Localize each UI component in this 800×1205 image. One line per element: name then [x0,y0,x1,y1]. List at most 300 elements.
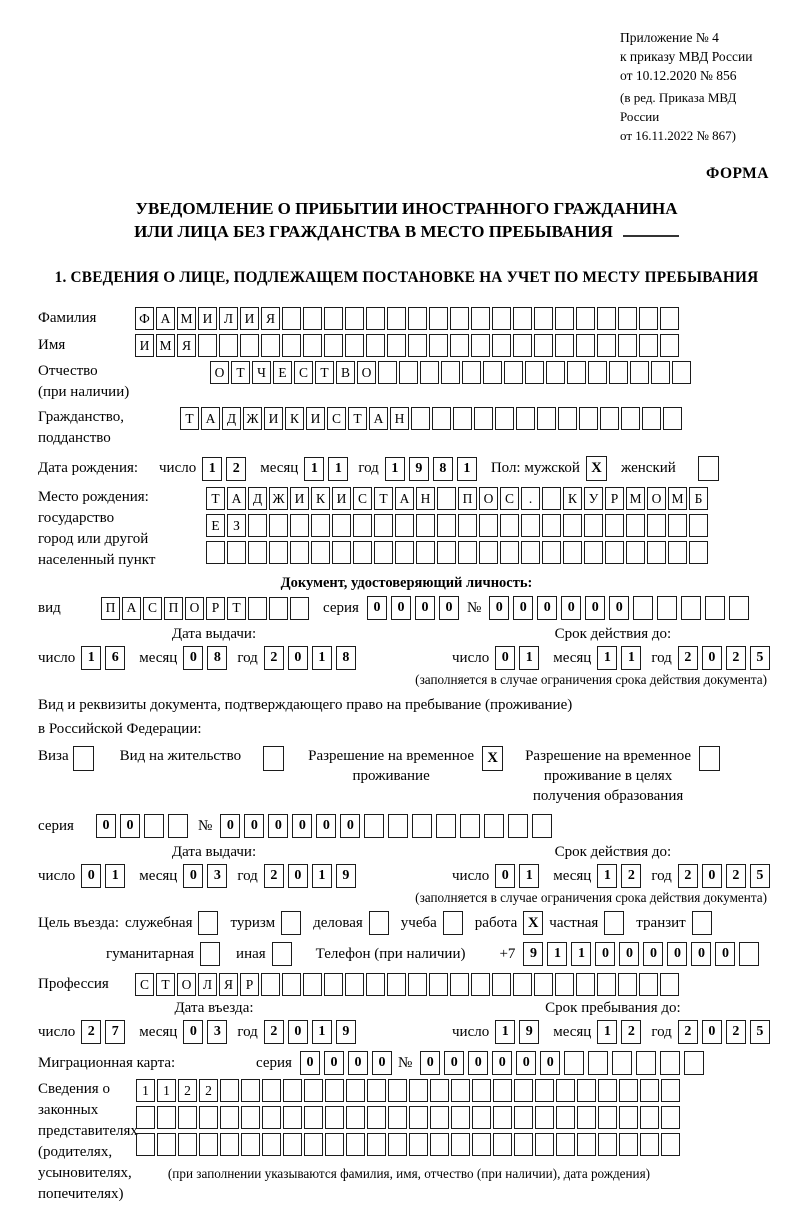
char-box[interactable] [367,1106,386,1129]
char-box[interactable] [304,1133,323,1156]
char-box[interactable] [630,361,649,384]
char-box[interactable] [612,1051,632,1075]
char-box[interactable]: 8 [433,457,453,481]
char-box[interactable] [479,541,498,564]
char-box[interactable] [600,407,619,430]
char-box[interactable] [325,1133,344,1156]
char-box[interactable]: 0 [81,864,101,888]
char-box[interactable]: 1 [547,942,567,966]
char-box[interactable]: 0 [495,864,515,888]
char-box[interactable] [408,973,427,996]
char-box[interactable]: О [185,597,204,620]
char-box[interactable]: М [156,334,175,357]
purpose-tourism-checkbox[interactable] [281,911,301,935]
char-box[interactable] [262,1106,281,1129]
char-box[interactable]: Р [605,487,624,510]
char-box[interactable]: 0 [288,646,308,670]
char-box[interactable]: 0 [348,1051,368,1075]
char-box[interactable] [241,1133,260,1156]
char-box[interactable]: С [500,487,519,510]
char-box[interactable] [304,1079,323,1102]
char-box[interactable] [525,361,544,384]
char-box[interactable]: 7 [105,1020,125,1044]
char-box[interactable] [661,1079,680,1102]
char-box[interactable] [514,1133,533,1156]
char-box[interactable]: 0 [561,596,581,620]
char-box[interactable]: С [143,597,162,620]
char-box[interactable] [639,973,658,996]
char-box[interactable]: 0 [244,814,264,838]
char-box[interactable] [660,307,679,330]
char-box[interactable] [484,814,504,838]
char-box[interactable]: 2 [678,1020,698,1044]
char-box[interactable]: 1 [519,864,539,888]
char-box[interactable] [325,1079,344,1102]
char-box[interactable]: 0 [300,1051,320,1075]
char-box[interactable]: 1 [597,1020,617,1044]
char-box[interactable]: 0 [513,596,533,620]
char-box[interactable] [500,514,519,537]
char-box[interactable] [409,1133,428,1156]
char-box[interactable] [388,1079,407,1102]
char-box[interactable] [672,361,691,384]
char-box[interactable]: 1 [312,1020,332,1044]
char-box[interactable] [535,1106,554,1129]
char-box[interactable]: 0 [495,646,515,670]
char-box[interactable] [647,514,666,537]
char-box[interactable]: 0 [120,814,140,838]
purpose-study-checkbox[interactable] [443,911,463,935]
char-box[interactable] [597,307,616,330]
char-box[interactable] [411,407,430,430]
char-box[interactable] [739,942,759,966]
char-box[interactable]: А [227,487,246,510]
char-box[interactable]: 0 [183,646,203,670]
char-box[interactable] [332,541,351,564]
char-box[interactable] [605,514,624,537]
char-box[interactable]: 9 [336,1020,356,1044]
char-box[interactable]: И [198,307,217,330]
residence-permit-checkbox[interactable] [263,746,284,771]
char-box[interactable]: 0 [489,596,509,620]
char-box[interactable]: 0 [516,1051,536,1075]
char-box[interactable] [311,514,330,537]
char-box[interactable] [136,1133,155,1156]
char-box[interactable] [588,1051,608,1075]
char-box[interactable]: И [240,307,259,330]
char-box[interactable] [430,1133,449,1156]
char-box[interactable]: 5 [750,1020,770,1044]
char-box[interactable] [178,1106,197,1129]
char-box[interactable]: 2 [81,1020,101,1044]
char-box[interactable]: 1 [304,457,324,481]
char-box[interactable]: 2 [199,1079,218,1102]
char-box[interactable]: П [164,597,183,620]
char-box[interactable] [563,514,582,537]
char-box[interactable] [495,407,514,430]
char-box[interactable]: 0 [324,1051,344,1075]
char-box[interactable] [437,514,456,537]
char-box[interactable]: Н [390,407,409,430]
char-box[interactable] [303,307,322,330]
char-box[interactable] [597,973,616,996]
char-box[interactable]: 0 [595,942,615,966]
char-box[interactable] [555,334,574,357]
char-box[interactable] [283,1079,302,1102]
char-box[interactable] [508,814,528,838]
char-box[interactable] [450,307,469,330]
char-box[interactable] [513,307,532,330]
char-box[interactable]: С [327,407,346,430]
char-box[interactable] [564,1051,584,1075]
char-box[interactable]: А [369,407,388,430]
char-box[interactable] [429,334,448,357]
char-box[interactable]: 0 [702,1020,722,1044]
char-box[interactable]: Ж [269,487,288,510]
char-box[interactable] [353,514,372,537]
char-box[interactable] [304,1106,323,1129]
char-box[interactable]: 0 [537,596,557,620]
char-box[interactable]: Д [248,487,267,510]
char-box[interactable]: 0 [292,814,312,838]
char-box[interactable] [324,973,343,996]
char-box[interactable] [388,1133,407,1156]
char-box[interactable] [588,361,607,384]
char-box[interactable]: 2 [726,864,746,888]
char-box[interactable] [636,1051,656,1075]
char-box[interactable] [705,596,725,620]
char-box[interactable] [681,596,701,620]
char-box[interactable]: 1 [457,457,477,481]
char-box[interactable] [269,597,288,620]
char-box[interactable] [542,487,561,510]
char-box[interactable]: 1 [495,1020,515,1044]
char-box[interactable] [248,541,267,564]
char-box[interactable] [471,307,490,330]
char-box[interactable] [269,541,288,564]
char-box[interactable] [303,973,322,996]
char-box[interactable] [416,514,435,537]
char-box[interactable]: И [332,487,351,510]
char-box[interactable] [346,1133,365,1156]
char-box[interactable]: Т [315,361,334,384]
char-box[interactable]: Т [348,407,367,430]
char-box[interactable]: 0 [715,942,735,966]
char-box[interactable] [661,1106,680,1129]
char-box[interactable] [619,1106,638,1129]
char-box[interactable]: Р [206,597,225,620]
char-box[interactable] [657,596,677,620]
char-box[interactable] [412,814,432,838]
char-box[interactable] [227,541,246,564]
char-box[interactable] [282,973,301,996]
char-box[interactable] [626,541,645,564]
char-box[interactable]: О [357,361,376,384]
char-box[interactable] [558,407,577,430]
char-box[interactable] [597,334,616,357]
char-box[interactable] [661,1133,680,1156]
char-box[interactable] [567,361,586,384]
char-box[interactable] [429,307,448,330]
char-box[interactable]: 2 [726,1020,746,1044]
char-box[interactable]: 0 [183,864,203,888]
char-box[interactable]: 0 [609,596,629,620]
char-box[interactable] [136,1106,155,1129]
char-box[interactable] [576,334,595,357]
char-box[interactable]: У [584,487,603,510]
purpose-work-checkbox[interactable]: X [523,911,543,935]
char-box[interactable]: И [290,487,309,510]
char-box[interactable] [367,1133,386,1156]
char-box[interactable]: 0 [316,814,336,838]
char-box[interactable]: Т [227,597,246,620]
char-box[interactable] [157,1133,176,1156]
char-box[interactable] [618,307,637,330]
char-box[interactable] [577,1079,596,1102]
char-box[interactable] [642,407,661,430]
char-box[interactable]: 1 [571,942,591,966]
char-box[interactable] [668,514,687,537]
purpose-official-checkbox[interactable] [198,911,218,935]
char-box[interactable] [660,973,679,996]
char-box[interactable] [366,334,385,357]
char-box[interactable] [663,407,682,430]
char-box[interactable] [472,1106,491,1129]
char-box[interactable]: П [458,487,477,510]
char-box[interactable]: 1 [312,646,332,670]
char-box[interactable] [729,596,749,620]
char-box[interactable]: 3 [207,1020,227,1044]
char-box[interactable] [618,973,637,996]
char-box[interactable] [579,407,598,430]
char-box[interactable] [584,541,603,564]
char-box[interactable] [639,307,658,330]
char-box[interactable]: 0 [643,942,663,966]
char-box[interactable] [563,541,582,564]
char-box[interactable] [513,334,532,357]
male-checkbox[interactable]: X [586,456,607,481]
char-box[interactable] [546,361,565,384]
char-box[interactable]: 1 [597,646,617,670]
char-box[interactable] [660,1051,680,1075]
char-box[interactable]: 0 [585,596,605,620]
char-box[interactable] [651,361,670,384]
char-box[interactable] [640,1106,659,1129]
char-box[interactable] [441,361,460,384]
char-box[interactable]: З [227,514,246,537]
char-box[interactable]: 9 [523,942,543,966]
char-box[interactable]: Я [219,973,238,996]
char-box[interactable] [450,334,469,357]
char-box[interactable]: 0 [340,814,360,838]
char-box[interactable] [388,1106,407,1129]
char-box[interactable] [472,1133,491,1156]
char-box[interactable] [521,514,540,537]
char-box[interactable]: 0 [691,942,711,966]
char-box[interactable]: 0 [268,814,288,838]
purpose-other-checkbox[interactable] [272,942,292,966]
char-box[interactable] [430,1079,449,1102]
char-box[interactable]: 8 [207,646,227,670]
char-box[interactable]: 2 [264,864,284,888]
char-box[interactable] [542,514,561,537]
char-box[interactable]: 2 [264,1020,284,1044]
char-box[interactable]: 2 [678,646,698,670]
char-box[interactable] [684,1051,704,1075]
char-box[interactable] [516,407,535,430]
char-box[interactable] [387,334,406,357]
char-box[interactable] [609,361,628,384]
char-box[interactable]: 1 [519,646,539,670]
char-box[interactable]: 0 [702,646,722,670]
char-box[interactable] [598,1106,617,1129]
char-box[interactable] [408,307,427,330]
char-box[interactable] [409,1079,428,1102]
char-box[interactable] [492,973,511,996]
char-box[interactable] [324,307,343,330]
char-box[interactable] [220,1079,239,1102]
char-box[interactable]: С [135,973,154,996]
char-box[interactable] [471,973,490,996]
char-box[interactable]: Я [177,334,196,357]
char-box[interactable]: 1 [597,864,617,888]
char-box[interactable] [345,334,364,357]
char-box[interactable]: 9 [519,1020,539,1044]
char-box[interactable] [262,1133,281,1156]
char-box[interactable]: Т [206,487,225,510]
char-box[interactable] [577,1106,596,1129]
char-box[interactable] [479,514,498,537]
char-box[interactable] [206,541,225,564]
char-box[interactable]: С [294,361,313,384]
char-box[interactable] [584,514,603,537]
char-box[interactable] [388,814,408,838]
char-box[interactable] [157,1106,176,1129]
char-box[interactable] [220,1133,239,1156]
char-box[interactable] [346,1106,365,1129]
char-box[interactable] [453,407,472,430]
char-box[interactable]: 1 [105,864,125,888]
char-box[interactable] [409,1106,428,1129]
char-box[interactable]: 2 [621,1020,641,1044]
char-box[interactable]: М [177,307,196,330]
char-box[interactable] [647,541,666,564]
char-box[interactable]: 0 [667,942,687,966]
char-box[interactable] [282,307,301,330]
char-box[interactable] [621,407,640,430]
char-box[interactable] [345,973,364,996]
char-box[interactable]: 0 [415,596,435,620]
char-box[interactable] [282,334,301,357]
char-box[interactable] [290,597,309,620]
char-box[interactable] [283,1106,302,1129]
char-box[interactable] [598,1133,617,1156]
char-box[interactable]: 2 [264,646,284,670]
char-box[interactable]: Ч [252,361,271,384]
char-box[interactable] [374,514,393,537]
char-box[interactable] [303,334,322,357]
char-box[interactable]: И [264,407,283,430]
char-box[interactable] [535,1133,554,1156]
char-box[interactable]: Д [222,407,241,430]
char-box[interactable] [387,307,406,330]
char-box[interactable] [387,973,406,996]
char-box[interactable] [521,541,540,564]
char-box[interactable]: К [285,407,304,430]
char-box[interactable]: Е [273,361,292,384]
char-box[interactable]: 6 [105,646,125,670]
visa-checkbox[interactable] [73,746,94,771]
char-box[interactable] [492,307,511,330]
char-box[interactable] [474,407,493,430]
char-box[interactable] [451,1106,470,1129]
char-box[interactable]: Т [374,487,393,510]
char-box[interactable] [395,541,414,564]
char-box[interactable]: Р [240,973,259,996]
char-box[interactable]: 0 [288,1020,308,1044]
char-box[interactable] [345,307,364,330]
char-box[interactable]: 2 [726,646,746,670]
char-box[interactable] [577,1133,596,1156]
purpose-private-checkbox[interactable] [604,911,624,935]
char-box[interactable] [493,1106,512,1129]
char-box[interactable] [458,514,477,537]
char-box[interactable] [290,541,309,564]
char-box[interactable] [534,307,553,330]
char-box[interactable] [324,334,343,357]
char-box[interactable] [240,334,259,357]
char-box[interactable]: 2 [178,1079,197,1102]
char-box[interactable] [514,1079,533,1102]
char-box[interactable]: Т [231,361,250,384]
char-box[interactable]: И [306,407,325,430]
char-box[interactable] [432,407,451,430]
char-box[interactable] [430,1106,449,1129]
char-box[interactable]: Т [180,407,199,430]
char-box[interactable] [429,973,448,996]
char-box[interactable]: 1 [312,864,332,888]
char-box[interactable] [534,334,553,357]
char-box[interactable]: Е [206,514,225,537]
char-box[interactable]: 0 [220,814,240,838]
char-box[interactable]: Ф [135,307,154,330]
char-box[interactable]: 1 [136,1079,155,1102]
char-box[interactable]: К [311,487,330,510]
char-box[interactable]: 0 [420,1051,440,1075]
char-box[interactable] [451,1133,470,1156]
char-box[interactable]: С [353,487,372,510]
char-box[interactable]: О [647,487,666,510]
char-box[interactable] [556,1079,575,1102]
char-box[interactable] [248,597,267,620]
char-box[interactable] [668,541,687,564]
char-box[interactable] [353,541,372,564]
char-box[interactable]: 1 [202,457,222,481]
char-box[interactable] [248,514,267,537]
char-box[interactable] [556,1106,575,1129]
char-box[interactable] [437,487,456,510]
char-box[interactable]: Т [156,973,175,996]
char-box[interactable] [483,361,502,384]
char-box[interactable] [492,334,511,357]
char-box[interactable] [605,541,624,564]
char-box[interactable] [325,1106,344,1129]
temp-residence-edu-checkbox[interactable] [699,746,720,771]
char-box[interactable]: О [177,973,196,996]
char-box[interactable]: 2 [621,864,641,888]
char-box[interactable] [420,361,439,384]
char-box[interactable] [555,307,574,330]
